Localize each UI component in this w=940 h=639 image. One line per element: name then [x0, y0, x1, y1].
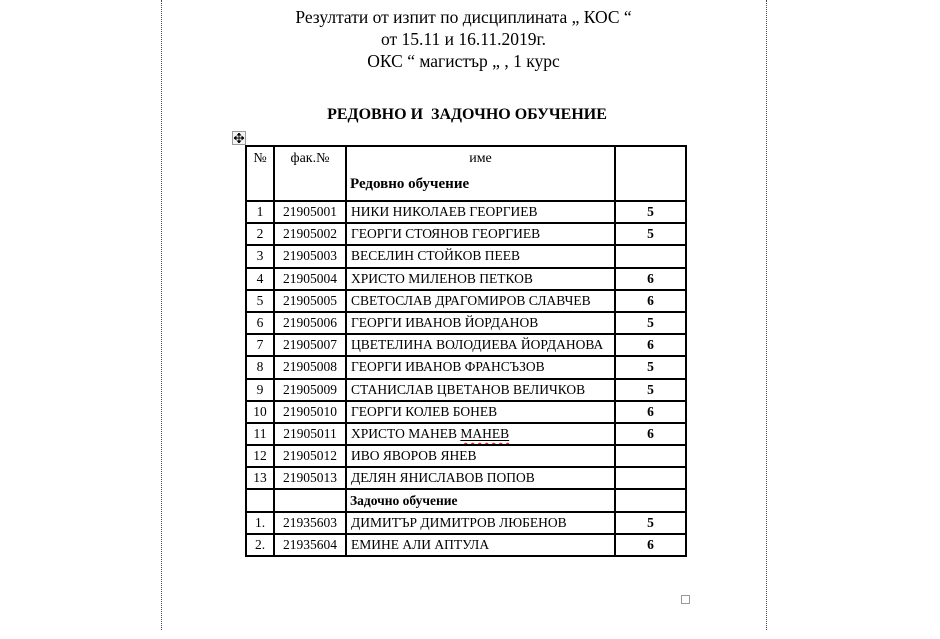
fac-number-cell[interactable]: 21935604 — [274, 534, 346, 556]
name-cell[interactable] — [346, 467, 615, 489]
name-cell[interactable] — [346, 423, 615, 445]
row-num-cell[interactable] — [246, 489, 274, 511]
table-row — [246, 290, 686, 312]
row-num-cell[interactable]: 1. — [246, 512, 274, 534]
row-num-cell[interactable]: 3 — [246, 245, 274, 267]
grade-cell[interactable]: 6 — [615, 401, 686, 423]
grade-cell[interactable]: 5 — [615, 379, 686, 401]
grade-cell[interactable]: 5 — [615, 312, 686, 334]
fac-number-cell[interactable]: 21905013 — [274, 467, 346, 489]
grade-cell[interactable]: 6 — [615, 290, 686, 312]
student-name: ДЕЛЯН ЯНИСЛАВОВ ПОПОВ — [351, 470, 535, 486]
group-header-row — [246, 489, 686, 511]
row-num-cell[interactable]: 11 — [246, 423, 274, 445]
student-name: ХРИСТО МАНЕВ — [351, 425, 461, 441]
fac-number-cell[interactable] — [274, 489, 346, 511]
fac-number-cell[interactable]: 21905003 — [274, 245, 346, 267]
student-name: ГЕОРГИ ИВАНОВ ЙОРДАНОВ — [351, 315, 539, 331]
table-move-handle[interactable] — [232, 131, 246, 145]
name-cell[interactable] — [346, 290, 615, 312]
fac-number-cell[interactable]: 21935603 — [274, 512, 346, 534]
table-row — [246, 268, 686, 290]
student-name: ИВО ЯВОРОВ ЯНЕВ — [351, 448, 477, 464]
document-title[interactable] — [161, 6, 766, 72]
name-cell[interactable] — [346, 401, 615, 423]
row-num-cell[interactable]: 2. — [246, 534, 274, 556]
fac-number-cell[interactable]: 21905004 — [274, 268, 346, 290]
move-cross-icon — [234, 133, 244, 143]
text-boundary-left — [161, 0, 162, 630]
name-cell[interactable] — [346, 356, 615, 378]
name-cell[interactable] — [346, 334, 615, 356]
header-num-cell[interactable]: № — [246, 146, 274, 201]
underlined-word — [460, 426, 509, 441]
text-boundary-right — [766, 0, 767, 630]
table-row — [246, 534, 686, 556]
grade-cell[interactable] — [615, 467, 686, 489]
group-label-cell[interactable]: Задочно обучение — [346, 489, 615, 511]
grade-cell[interactable]: 5 — [615, 201, 686, 223]
table-row — [246, 423, 686, 445]
table-row — [246, 223, 686, 245]
group-label-redovno: Редовно обучение — [350, 176, 470, 192]
title-line-3[interactable]: ОКС “ магистър „ , 1 курс — [367, 51, 560, 71]
name-cell[interactable] — [346, 223, 615, 245]
student-name: НИКИ НИКОЛАЕВ ГЕОРГИЕВ — [351, 204, 538, 220]
student-name: ГЕОРГИ КОЛЕВ БОНЕВ — [351, 403, 498, 419]
name-cell[interactable] — [346, 312, 615, 334]
row-num-cell[interactable]: 1 — [246, 201, 274, 223]
student-name: СТАНИСЛАВ ЦВЕТАНОВ ВЕЛИЧКОВ — [351, 381, 586, 397]
fac-number-cell[interactable]: 21905001 — [274, 201, 346, 223]
name-cell[interactable] — [346, 201, 615, 223]
student-name: СВЕТОСЛАВ ДРАГОМИРОВ СЛАВЧЕВ — [351, 292, 591, 308]
grade-cell[interactable]: 6 — [615, 534, 686, 556]
header-name-cell[interactable] — [346, 146, 615, 201]
table-row — [246, 334, 686, 356]
results-table — [245, 145, 687, 557]
row-num-cell[interactable]: 8 — [246, 356, 274, 378]
row-num-cell[interactable]: 4 — [246, 268, 274, 290]
name-cell[interactable] — [346, 445, 615, 467]
table-row — [246, 467, 686, 489]
table-row — [246, 401, 686, 423]
grade-cell[interactable]: 5 — [615, 512, 686, 534]
fac-number-cell[interactable]: 21905008 — [274, 356, 346, 378]
table-row — [246, 312, 686, 334]
row-num-cell[interactable]: 2 — [246, 223, 274, 245]
header-fac-cell[interactable]: фак.№ — [274, 146, 346, 201]
table-row — [246, 201, 686, 223]
name-cell[interactable] — [346, 512, 615, 534]
student-name: ЦВЕТЕЛИНА ВОЛОДИЕВА ЙОРДАНОВА — [351, 337, 604, 353]
student-name: ДИМИТЪР ДИМИТРОВ ЛЮБЕНОВ — [351, 514, 567, 530]
header-name-label: име — [469, 151, 492, 166]
fac-number-cell[interactable]: 21905006 — [274, 312, 346, 334]
title-line-1[interactable]: Резултати от изпит по дисциплината „ КОС “ — [295, 7, 632, 27]
row-num-cell[interactable]: 10 — [246, 401, 274, 423]
grade-cell[interactable] — [615, 445, 686, 467]
student-name: ЕМИНЕ АЛИ АПТУЛА — [351, 536, 490, 552]
student-name: ВЕСЕЛИН СТОЙКОВ ПЕЕВ — [351, 248, 520, 264]
fac-number-cell[interactable]: 21905005 — [274, 290, 346, 312]
header-grade-cell[interactable] — [615, 146, 686, 201]
table-resize-handle[interactable] — [681, 595, 690, 604]
title-line-2[interactable]: от 15.11 и 16.11.2019г. — [380, 29, 547, 49]
fac-number-cell[interactable]: 21905010 — [274, 401, 346, 423]
name-cell[interactable] — [346, 534, 615, 556]
row-num-cell[interactable]: 12 — [246, 445, 274, 467]
student-name: ХРИСТО МИЛЕНОВ ПЕТКОВ — [351, 270, 533, 286]
row-num-cell[interactable]: 13 — [246, 467, 274, 489]
grade-cell[interactable]: 5 — [615, 223, 686, 245]
student-name: ГЕОРГИ СТОЯНОВ ГЕОРГИЕВ — [351, 226, 541, 242]
table-row — [246, 445, 686, 467]
grade-cell[interactable]: 6 — [615, 334, 686, 356]
grade-cell[interactable] — [615, 245, 686, 267]
row-num-cell[interactable]: 5 — [246, 290, 274, 312]
table-row — [246, 512, 686, 534]
spellcheck-flagged-word: МАНЕВ — [460, 425, 510, 441]
table-row — [246, 379, 686, 401]
student-name: ГЕОРГИ ИВАНОВ ФРАНСЪЗОВ — [351, 359, 545, 375]
grade-cell[interactable]: 6 — [615, 423, 686, 445]
row-num-cell[interactable]: 9 — [246, 379, 274, 401]
section-heading[interactable]: РЕДОВНО И ЗАДОЧНО ОБУЧЕНИЕ — [327, 106, 607, 123]
name-cell[interactable] — [346, 245, 615, 267]
name-cell[interactable] — [346, 379, 615, 401]
grade-cell[interactable]: 6 — [615, 268, 686, 290]
fac-number-cell[interactable]: 21905002 — [274, 223, 346, 245]
grade-cell[interactable] — [615, 489, 686, 511]
grade-cell[interactable]: 5 — [615, 356, 686, 378]
fac-number-cell[interactable]: 21905007 — [274, 334, 346, 356]
fac-number-cell[interactable]: 21905012 — [274, 445, 346, 467]
row-num-cell[interactable]: 6 — [246, 312, 274, 334]
name-cell[interactable] — [346, 268, 615, 290]
fac-number-cell[interactable]: 21905009 — [274, 379, 346, 401]
fac-number-cell[interactable]: 21905011 — [274, 423, 346, 445]
table-row — [246, 356, 686, 378]
row-num-cell[interactable]: 7 — [246, 334, 274, 356]
table-header-row — [246, 146, 686, 201]
table-row — [246, 245, 686, 267]
